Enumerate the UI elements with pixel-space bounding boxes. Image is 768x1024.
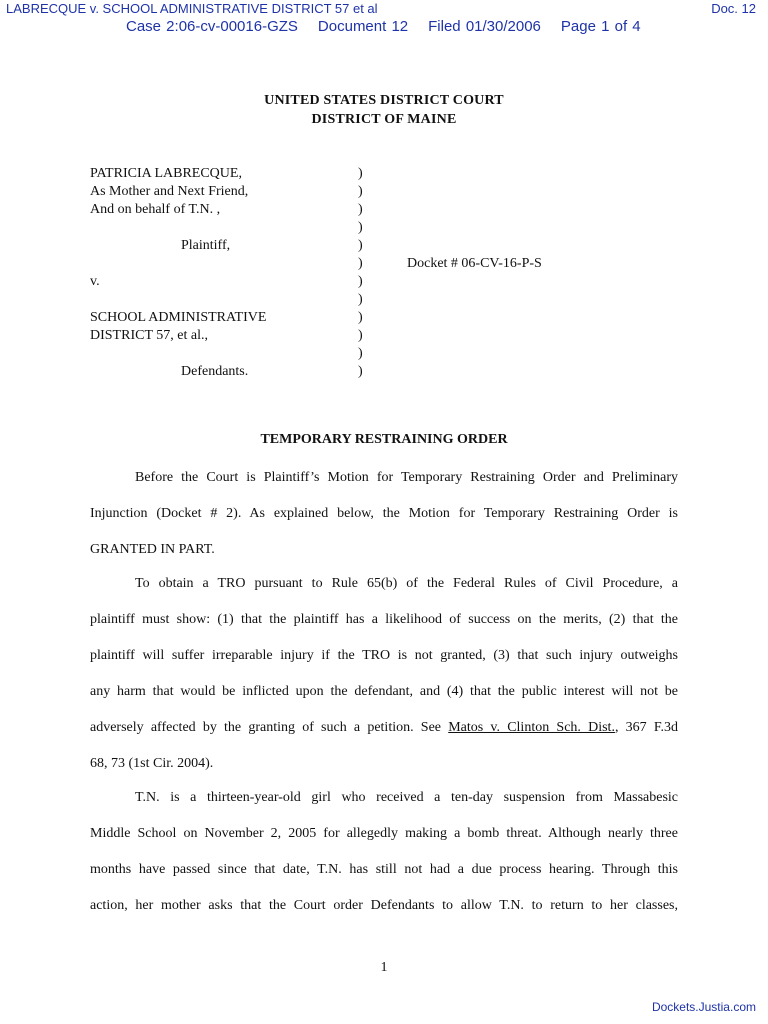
caption-paren: ) [358,310,363,325]
caption-paren: ) [358,220,363,235]
citation-reporter: , 367 F.3d [614,720,679,735]
paragraph-motion [90,460,678,568]
paragraph-line: Before the Court is Plaintiff’s Motion for Temporary Restraining Order and Preliminary [135,470,678,485]
caption-line: DISTRICT 57, et al., [90,328,208,343]
caption-parties [90,165,266,381]
caption-paren: ) [358,256,363,271]
caption-paren: ) [358,238,363,253]
caption-line [90,219,266,237]
paragraph-line-citation [90,710,678,746]
caption-line [90,345,266,363]
caption-paren: ) [358,202,363,217]
caption-line [90,291,266,309]
paragraph-line: GRANTED IN PART. [90,542,215,557]
paragraph-line: any harm that would be inflicted upon the defendant, and (4) that the public interest will not be [90,684,678,699]
caption-paren: ) [358,184,363,199]
caption-line: As Mother and Next Friend, [90,184,249,199]
doc-number-link[interactable]: Doc. 12 [711,1,756,16]
caption-paren: ) [358,328,363,343]
caption-parentheses [358,165,363,381]
court-district: DISTRICT OF MAINE [311,112,457,127]
paragraph-tro-standard [90,566,678,782]
caption-line: SCHOOL ADMINISTRATIVE [90,310,267,325]
page-number: 1 [380,960,388,975]
caption-line: PATRICIA LABRECQUE, [90,166,242,181]
page-indicator: Page 1 of 4 [560,18,641,35]
case-citation: Matos v. Clinton Sch. Dist. [448,720,615,735]
paragraph-line: action, her mother asks that the Court order Defendants to allow T.N. to return to her classes, [90,898,678,913]
caption-line: And on behalf of T.N. , [90,202,221,217]
caption-paren: ) [358,274,363,289]
caption-paren: ) [358,166,363,181]
filed-date: Filed 01/30/2006 [428,18,541,35]
docket-number: Docket # 06-CV-16-P-S [407,256,542,271]
paragraph-line: plaintiff will suffer irreparable injury if the TRO is not granted, (3) that such injury outweighs [90,648,678,663]
paragraph-line: months have passed since that date, T.N. has still not had a due process hearing. Through this [90,862,678,877]
caption-line: Plaintiff, [181,238,231,253]
court-name: UNITED STATES DISTRICT COURT [264,93,504,108]
caption-line [90,255,266,273]
citation-intro: adversely affected by the granting of such a petition. See [90,720,442,735]
paragraph-line: Middle School on November 2, 2005 for allegedly making a bomb threat. Although nearly three [90,826,678,841]
paragraph-line: To obtain a TRO pursuant to Rule 65(b) of the Federal Rules of Civil Procedure, a [135,576,678,591]
caption-paren: ) [358,364,363,379]
caption-paren: ) [358,292,363,307]
case-number: Case 2:06-cv-00016-GZS [126,18,298,35]
paragraph-facts [90,780,678,924]
caption-paren: ) [358,346,363,361]
caption-line: Defendants. [181,364,249,379]
paragraph-line: plaintiff must show: (1) that the plaintiff has a likelihood of success on the merits, (2) that the [90,612,678,627]
document-title-link[interactable]: LABRECQUE v. SCHOOL ADMINISTRATIVE DISTRICT 57 et al [6,1,378,16]
paragraph-line: Injunction (Docket # 2). As explained below, the Motion for Temporary Restraining Order is [90,506,678,521]
case-header-line [126,18,661,35]
order-title: TEMPORARY RESTRAINING ORDER [260,432,508,447]
document-number: Document 12 [317,18,409,35]
paragraph-line: T.N. is a thirteen-year-old girl who received a ten-day suspension from Massabesic [135,790,678,805]
justia-footer-link[interactable]: Dockets.Justia.com [651,1000,756,1014]
caption-line: v. [90,274,100,289]
paragraph-line: 68, 73 (1st Cir. 2004). [90,756,214,771]
